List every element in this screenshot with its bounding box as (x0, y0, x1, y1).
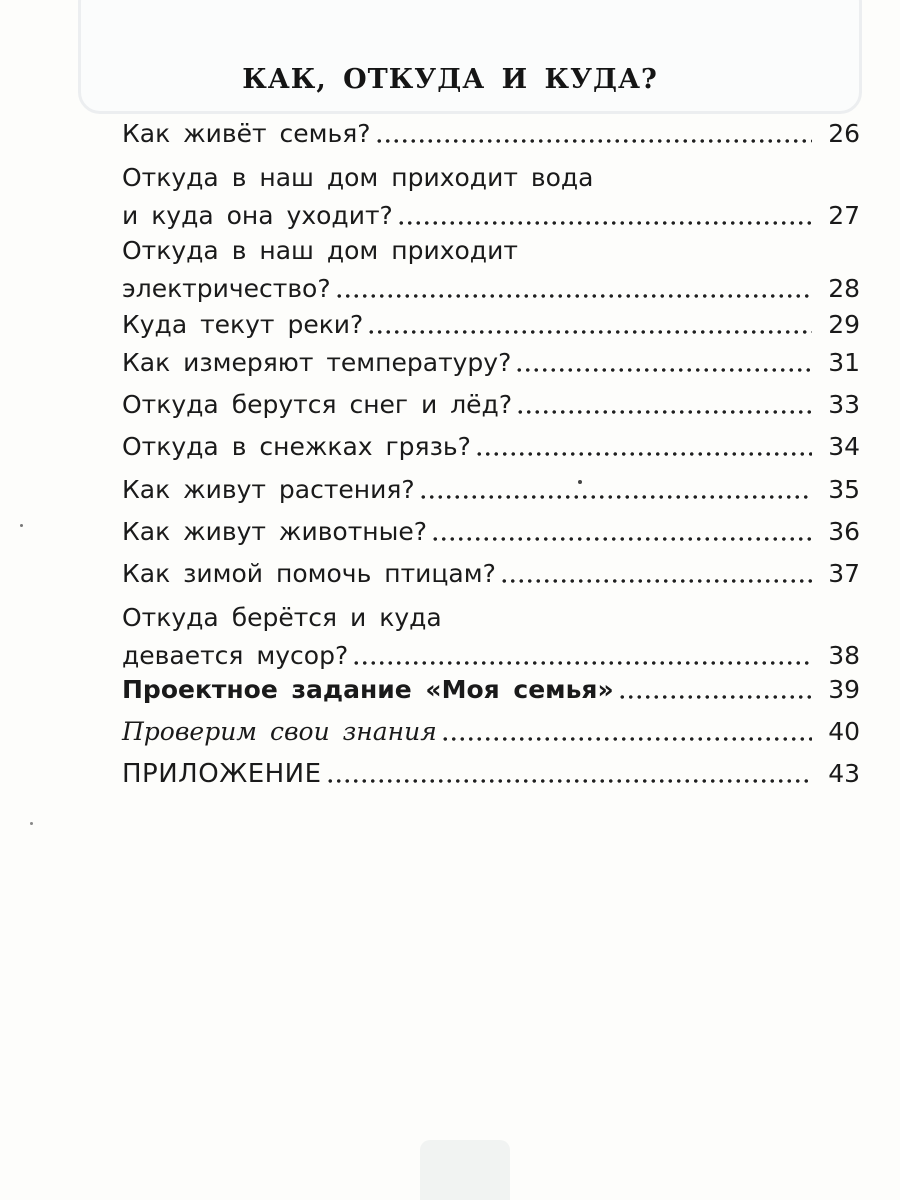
toc-entry-title: Откуда в снежках грязь? (122, 432, 471, 461)
toc-entry-title-line: Откуда в наш дом приходит (122, 236, 518, 265)
toc-entry (122, 344, 860, 382)
dot-leader (431, 527, 812, 543)
toc-entry-review (122, 713, 860, 751)
dot-leader (618, 685, 812, 701)
toc-page-number: 35 (828, 475, 860, 504)
toc-entry (122, 232, 860, 308)
toc-page-number: 34 (828, 432, 860, 461)
toc-page-number: 33 (828, 390, 860, 419)
toc-page-number: 37 (828, 559, 860, 588)
toc-entry (122, 115, 860, 153)
toc-page-number: 27 (828, 201, 860, 230)
page-tab-decoration (420, 1140, 510, 1200)
dot-leader (335, 284, 812, 300)
toc-entry-title: Куда текут реки? (122, 310, 364, 339)
toc-page-number: 43 (828, 759, 860, 788)
dot-leader (326, 769, 812, 785)
toc-page-number: 39 (828, 675, 860, 704)
toc-entry-title-line: электричество? (122, 274, 331, 303)
toc-page-number: 38 (828, 641, 860, 670)
toc-entry (122, 306, 860, 344)
toc-entry-title: Как живут растения? (122, 475, 415, 504)
toc-entry-title: ПРИЛОЖЕНИЕ (122, 759, 322, 789)
toc-entry-title: Как живёт семья? (122, 119, 371, 148)
print-speck (578, 480, 582, 484)
toc-entry-appendix (122, 755, 860, 793)
dot-leader (367, 320, 812, 336)
toc-entry (122, 428, 860, 466)
dot-leader (419, 485, 812, 501)
dot-leader (500, 569, 812, 585)
toc-entry-title-line: девается мусор? (122, 641, 349, 670)
toc-entry (122, 599, 860, 675)
dot-leader (475, 442, 812, 458)
toc-entry-title: Проверим свои знания (122, 717, 437, 746)
dot-leader (352, 651, 812, 667)
toc-entry-title: Откуда берутся снег и лёд? (122, 390, 513, 419)
toc-entry-title: Как измеряют температуру? (122, 348, 512, 377)
dot-leader (397, 211, 812, 227)
dot-leader (375, 129, 812, 145)
toc-entry-project (122, 671, 860, 709)
toc-entry-title: Как живут животные? (122, 517, 428, 546)
toc-page-number: 36 (828, 517, 860, 546)
toc-page-number: 26 (828, 119, 860, 148)
toc-entry-title: Проектное задание «Моя семья» (122, 675, 614, 704)
dot-leader (516, 400, 812, 416)
toc-entry (122, 386, 860, 424)
toc-entry (122, 159, 860, 235)
print-speck (30, 822, 33, 825)
toc-entry-title-line: Откуда в наш дом приходит вода (122, 163, 594, 192)
toc-entry (122, 555, 860, 593)
dot-leader (441, 727, 812, 743)
print-speck (20, 524, 23, 527)
toc-entry-title: Как зимой помочь птицам? (122, 559, 496, 588)
section-heading: КАК, ОТКУДА И КУДА? (242, 64, 658, 95)
toc-entry (122, 513, 860, 551)
toc-entry-title-line: Откуда берётся и куда (122, 603, 442, 632)
toc-page-number: 28 (828, 274, 860, 303)
toc-page-number: 29 (828, 310, 860, 339)
dot-leader (515, 358, 812, 374)
decorative-frame (78, 0, 862, 114)
toc-entry (122, 471, 860, 509)
toc-entry-title-line: и куда она уходит? (122, 201, 393, 230)
toc-page-number: 31 (828, 348, 860, 377)
toc-page-number: 40 (828, 717, 860, 746)
